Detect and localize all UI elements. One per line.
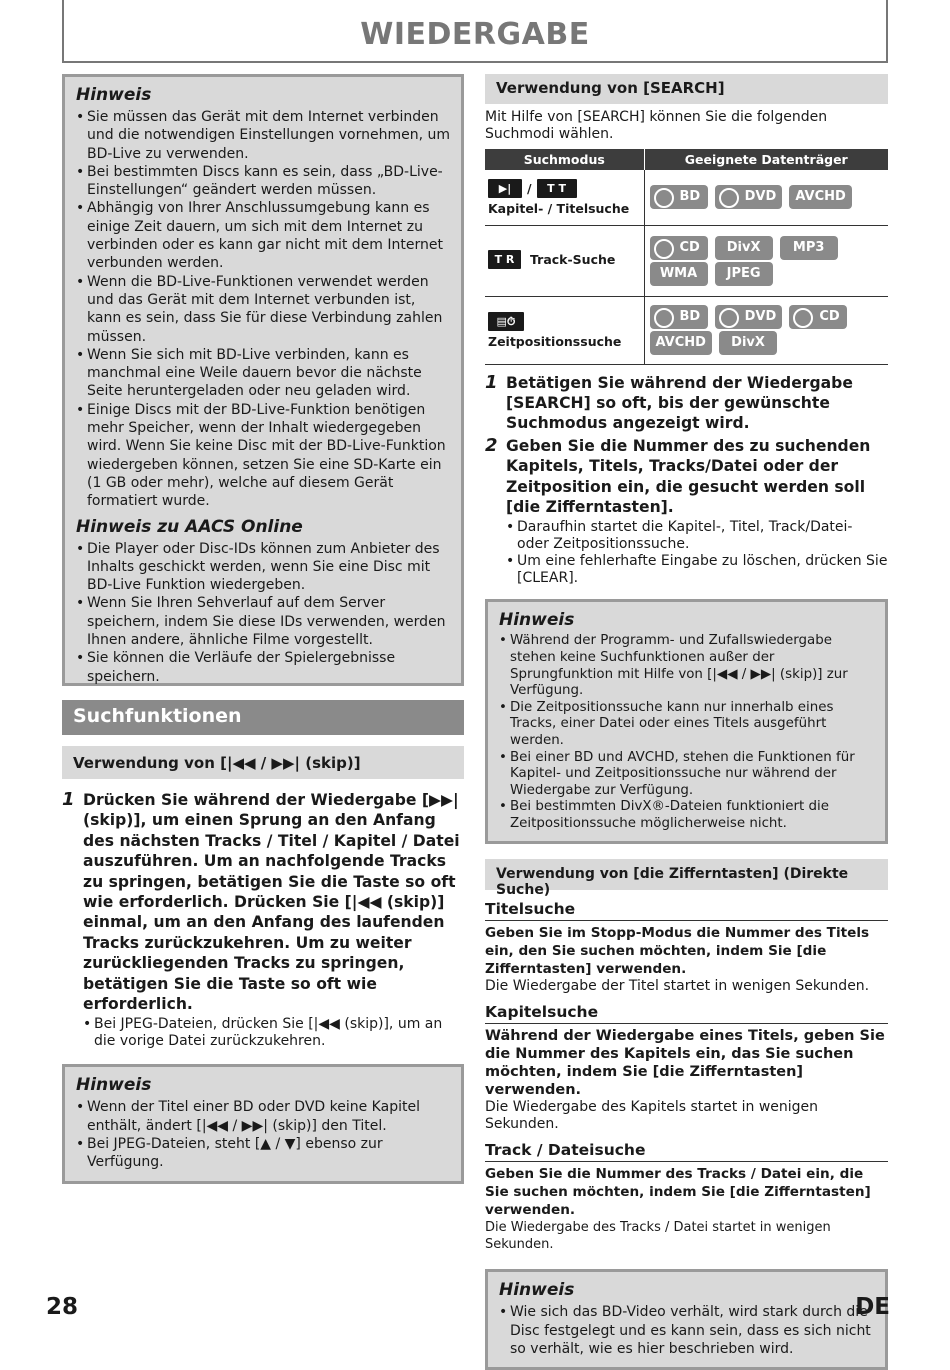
note-title: Hinweis	[499, 610, 575, 631]
list-item: • Bei bestimmten DivX®-Dateien funktioniert die Zeitpositionssuche möglicherweise nicht.	[499, 799, 875, 832]
skip-step	[62, 790, 464, 1014]
list-item: • Wenn die BD-Live-Funktionen verwendet werden und das Gerät mit dem Internet verbunden ist, kann es sein, dass Sie für diese Verbindung zahlen müssen.	[76, 273, 451, 346]
track-search-heading: Track / Dateisuche	[485, 1141, 888, 1162]
title-search-heading: Titelsuche	[485, 900, 888, 921]
note-title: Hinweis	[499, 1280, 575, 1301]
list-item: • Wenn Sie Ihren Sehverlauf auf dem Server speichern, indem Sie diese IDs verwenden, werden Ihnen andere, ähnliche Filme vorgestellt.	[76, 594, 451, 649]
cd-logo: CD	[789, 305, 847, 329]
search-step-bullets	[485, 519, 888, 587]
list-item: • Die Zeitpositionssuche kann nur innerhalb eines Tracks, einer Datei oder eines Titels ausgeführt werden.	[499, 700, 875, 750]
step-number: 2	[485, 434, 498, 456]
skip-next-key-icon: ▶|	[488, 179, 522, 198]
note-title: Hinweis	[76, 85, 152, 105]
list-item: • Einige Discs mit der BD-Live-Funktion benötigen mehr Speicher, wenn der Inhalt wiedergegeben wird. Wenn Sie keine Disc mit der BD-Live-Funktion wiedergeben können, setzen Sie eine SD-Karte ein (1 GB oder mehr), welche auf diesem Gerät formatiert wurde.	[76, 401, 451, 511]
title-search-result: Die Wiedergabe der Titel startet in wenigen Sekunden.	[485, 978, 870, 995]
step-number: 1	[62, 789, 75, 810]
note-title-aacs: Hinweis zu AACS Online	[76, 516, 303, 537]
list-item: • Wie sich das BD-Video verhält, wird stark durch die Disc festgelegt und es kann sein, dass es sich nicht so verhält, wie es hier beschrieben wird.	[499, 1303, 875, 1358]
tr-key-icon: T R	[488, 250, 521, 269]
table-header-mode: Suchmodus	[485, 149, 644, 170]
jpeg-logo: JPEG	[715, 262, 773, 286]
note-list	[76, 108, 451, 511]
direct-search-header: Verwendung von [die Zifferntasten] (Direkte Suche)	[485, 859, 888, 890]
chapter-search-instruction: Während der Wiedergabe eines Titels, geben Sie die Nummer des Kapitels ein, das Sie suchen möchten, indem Sie [die Zifferntasten] verwenden.	[485, 1028, 885, 1099]
search-intro: Mit Hilfe von [SEARCH] können Sie die folgenden Suchmodi wählen.	[485, 109, 828, 142]
list-item: • Wenn Sie sich mit BD-Live verbinden, kann es manchmal eine Weile dauern bevor die nächste Seite heruntergeladen oder neu geladen wird.	[76, 346, 451, 401]
time-search-key-icon: ▤⏱	[488, 312, 524, 331]
list-item: • Abhängig von Ihrer Anschlussumgebung kann es einige Zeit dauern, um sich mit dem Internet zu verbinden oder es kann gar nicht mit dem Internet verbunden werden.	[76, 199, 451, 272]
table-row	[485, 170, 888, 225]
chapter-search-result: Die Wiedergabe des Kapitels startet in wenigen Sekunden.	[485, 1099, 819, 1133]
avchd-logo: AVCHD	[789, 185, 851, 209]
step-text: Betätigen Sie während der Wiedergabe [SEARCH] so oft, bis der gewünschte Suchmodus angezeigt wird.	[506, 373, 853, 433]
wma-logo: WMA	[650, 262, 708, 286]
list-item: • Bei JPEG-Dateien, steht [▲ / ▼] ebenso zur Verfügung.	[76, 1135, 451, 1172]
dvd-video-logo: DVD	[715, 305, 783, 329]
note-list-aacs	[76, 540, 451, 686]
note-skip	[62, 1064, 464, 1183]
bd-video-logo: BD	[650, 305, 708, 329]
list-item: • Wenn der Titel einer BD oder DVD keine Kapitel enthält, ändert [|◀◀ / ▶▶| (skip)] den Titel.	[76, 1098, 451, 1135]
bd-video-logo: BD	[650, 185, 708, 209]
mode-label: Kapitel- / Titelsuche	[488, 200, 630, 216]
key-separator: /	[527, 180, 532, 196]
list-item: • Daraufhin startet die Kapitel-, Titel, Track/Datei- oder Zeitpositionssuche.	[506, 519, 888, 553]
table-row	[485, 296, 888, 364]
list-item: • Bei JPEG-Dateien, drücken Sie [|◀◀ (skip)], um an die vorige Datei zurückzukehren.	[83, 1016, 464, 1050]
tt-key-icon: T T	[537, 179, 577, 198]
avchd-logo: AVCHD	[650, 331, 712, 355]
track-search-result: Die Wiedergabe des Tracks / Datei startet in wenigen Sekunden.	[485, 1220, 831, 1253]
note-bd-video	[485, 1269, 888, 1370]
right-column	[485, 74, 888, 1370]
section-title: Suchfunktionen	[62, 700, 464, 735]
list-item: • Bei einer BD und AVCHD, stehen die Funktionen für Kapitel- und Zeitpositionssuche nur während der Wiedergabe zur Verfügung.	[499, 750, 875, 800]
search-step-1	[485, 373, 888, 434]
title-search-instruction: Geben Sie im Stopp-Modus die Nummer des Titels ein, den Sie suchen möchten, indem Sie [die Zifferntasten] verwenden.	[485, 925, 870, 978]
page-title-box	[62, 0, 888, 63]
search-step-2	[485, 436, 888, 518]
search-mode-table	[485, 149, 888, 365]
cd-logo: CD	[650, 236, 708, 260]
note-search	[485, 599, 888, 844]
list-item: • Bei bestimmten Discs kann es sein, dass „BD-Live-Einstellungen“ geändert werden müssen.	[76, 163, 451, 200]
skip-step-bullets	[62, 1016, 464, 1050]
list-item: • Die Player oder Disc-IDs können zum Anbieter des Inhalts geschickt werden, wenn Sie eine Disc mit BD-Live Funktion wiedergeben.	[76, 540, 451, 595]
mp3-logo: MP3	[780, 236, 838, 260]
table-row	[485, 225, 888, 296]
step-text: Drücken Sie während der Wiedergabe [▶▶| (skip)], um einen Sprung an den Anfang des nächsten Tracks / Titel / Kapitel / Datei auszuführen. Um an nachfolgende Tracks zu springen, betätigen Sie die Taste so oft wie erforderlich. Drücken Sie [|◀◀ (skip)] einmal, um an den Anfang des laufenden Tracks zurückzukehren. Um zu weiter zurückliegenden Tracks zu springen, betätigen Sie die Taste so oft wie erforderlich.	[83, 791, 460, 1014]
list-item: • Sie können die Verläufe der Spielergebnisse speichern.	[76, 649, 451, 686]
chapter-search-heading: Kapitelsuche	[485, 1003, 888, 1024]
step-number: 1	[485, 371, 498, 393]
dvd-video-logo: DVD	[715, 185, 783, 209]
language-code: DE	[855, 1294, 890, 1320]
mode-label: Zeitpositionssuche	[488, 333, 622, 349]
step-text: Geben Sie die Nummer des zu suchenden Kapitels, Titels, Tracks/Datei oder der Zeitposition ein, die gesucht werden soll [die Zifferntasten].	[506, 436, 871, 516]
mode-label: Track-Suche	[530, 251, 616, 267]
page-title: WIEDERGABE	[360, 17, 590, 52]
list-item: • Während der Programm- und Zufallswiedergabe stehen keine Suchfunktionen außer der Sprungfunktion mit Hilfe von [|◀◀ / ▶▶| (skip)] zur Verfügung.	[499, 633, 875, 699]
table-header-media: Geeignete Datenträger	[644, 149, 888, 170]
divx-logo: DivX	[719, 331, 777, 355]
track-search-instruction: Geben Sie die Nummer des Tracks / Datei ein, die Sie suchen möchten, indem Sie [die Zifferntasten] verwenden.	[485, 1166, 871, 1219]
list-item: • Um eine fehlerhafte Eingabe zu löschen, drücken Sie [CLEAR].	[506, 553, 888, 587]
search-header: Verwendung von [SEARCH]	[485, 74, 888, 104]
note-bd-live	[62, 74, 464, 686]
left-column	[62, 74, 464, 1184]
list-item: • Sie müssen das Gerät mit dem Internet verbinden und die notwendigen Einstellungen vornehmen, um BD-Live zu verwenden.	[76, 108, 451, 163]
skip-header: Verwendung von [|◀◀ / ▶▶| (skip)]	[62, 746, 464, 779]
divx-logo: DivX	[715, 236, 773, 260]
note-title: Hinweis	[76, 1075, 152, 1096]
page-number: 28	[46, 1294, 79, 1320]
